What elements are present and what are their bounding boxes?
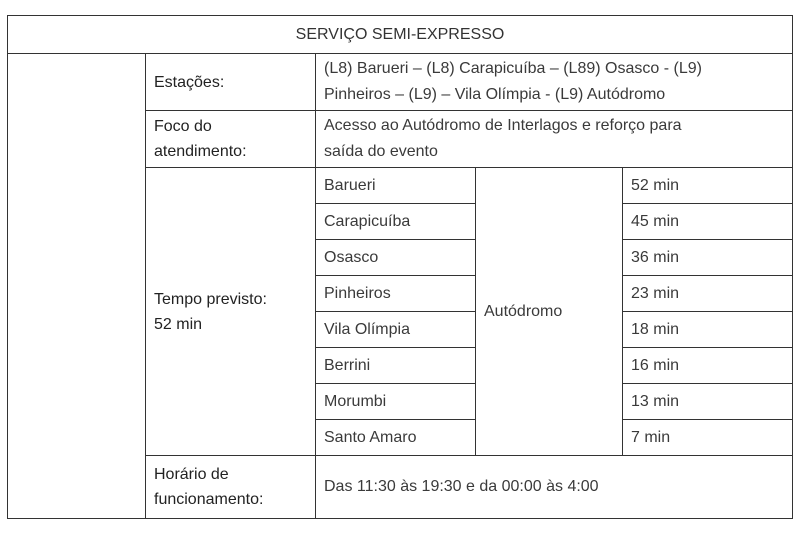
table-title: SERVIÇO SEMI-EXPRESSO xyxy=(8,16,793,54)
stop-time: 16 min xyxy=(623,348,793,384)
blank-left-column xyxy=(8,54,146,519)
stop-time: 45 min xyxy=(623,204,793,240)
stop-station: Pinheiros xyxy=(316,276,476,312)
stop-time: 7 min xyxy=(623,420,793,456)
foco-label-line-1: Foco do xyxy=(154,118,212,135)
foco-value xyxy=(316,111,793,168)
stop-station: Carapicuíba xyxy=(316,204,476,240)
stop-time: 18 min xyxy=(623,312,793,348)
estacoes-line-1: (L8) Barueri – (L8) Carapicuíba – (L89) Osasco - (L9) xyxy=(324,60,702,77)
stop-station: Morumbi xyxy=(316,384,476,420)
destination-cell: Autódromo xyxy=(476,168,623,456)
horario-value: Das 11:30 às 19:30 e da 00:00 às 4:00 xyxy=(316,456,793,519)
stop-time: 13 min xyxy=(623,384,793,420)
horario-label-line-1: Horário de xyxy=(154,466,229,483)
foco-line-2: saída do evento xyxy=(324,143,438,160)
estacoes-label xyxy=(146,54,316,111)
estacoes-line-2: Pinheiros – (L9) – Vila Olímpia - (L9) Autódromo xyxy=(324,86,666,103)
stop-time: 36 min xyxy=(623,240,793,276)
stop-station: Barueri xyxy=(316,168,476,204)
tempo-label xyxy=(146,168,316,456)
stop-station: Santo Amaro xyxy=(316,420,476,456)
stop-station: Osasco xyxy=(316,240,476,276)
tempo-label-line-2: 52 min xyxy=(154,315,203,333)
estacoes-row xyxy=(8,54,793,111)
stop-station: Berrini xyxy=(316,348,476,384)
foco-label xyxy=(146,111,316,168)
service-table xyxy=(7,15,793,519)
stop-time: 23 min xyxy=(623,276,793,312)
stop-time: 52 min xyxy=(623,168,793,204)
foco-line-1: Acesso ao Autódromo de Interlagos e reforço para xyxy=(324,117,682,134)
tempo-label-line-1: Tempo previsto: xyxy=(154,290,267,308)
estacoes-label-text: Estações: xyxy=(154,73,225,91)
title-row xyxy=(8,16,793,54)
stop-station: Vila Olímpia xyxy=(316,312,476,348)
horario-label xyxy=(146,456,316,519)
horario-label-line-2: funcionamento: xyxy=(154,491,264,508)
estacoes-value xyxy=(316,54,793,111)
foco-label-line-2: atendimento: xyxy=(154,143,247,160)
